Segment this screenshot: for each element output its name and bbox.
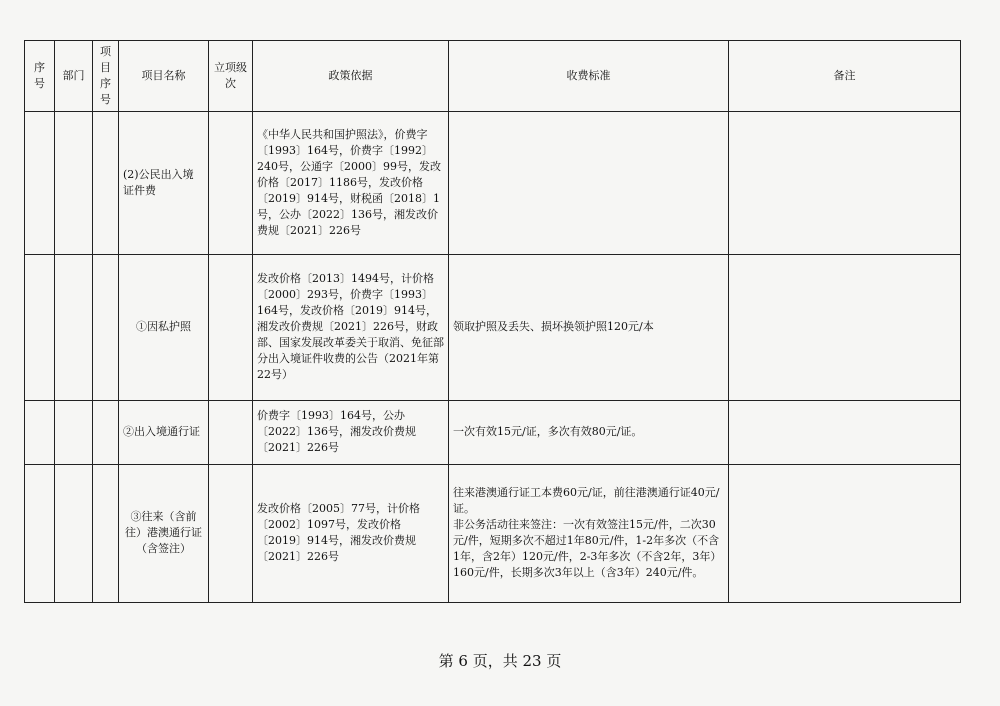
cell-dept <box>55 111 93 254</box>
cell-dept <box>55 254 93 400</box>
cell-standard: 一次有效15元/证，多次有效80元/证。 <box>449 400 729 464</box>
header-basis: 政策依据 <box>253 41 449 112</box>
header-dept: 部门 <box>55 41 93 112</box>
table-row <box>25 254 961 400</box>
cell-remarks <box>729 464 961 602</box>
header-seq: 序号 <box>25 41 55 112</box>
cell-item-name: (2)公民出入境证件费 <box>119 111 209 254</box>
cell-dept <box>55 464 93 602</box>
header-item-seq: 项目序号 <box>93 41 119 112</box>
table-row <box>25 464 961 602</box>
table-header-row <box>25 41 961 112</box>
cell-item-seq <box>93 111 119 254</box>
cell-item-seq <box>93 464 119 602</box>
cell-basis: 发改价格〔2013〕1494号，计价格〔2000〕293号，价费字〔1993〕164号，发改价格〔2019〕914号，湘发改价费规〔2021〕226号，财政部、国家发展改革委关于取消、免征部分出入境证件收费的公告（2021年第22号） <box>253 254 449 400</box>
cell-item-seq <box>93 254 119 400</box>
cell-level <box>209 111 253 254</box>
cell-remarks <box>729 254 961 400</box>
cell-item-name: ①因私护照 <box>119 254 209 400</box>
cell-standard <box>449 111 729 254</box>
header-standard: 收费标准 <box>449 41 729 112</box>
cell-dept <box>55 400 93 464</box>
cell-basis: 价费字〔1993〕164号，公办〔2022〕136号，湘发改价费规〔2021〕226号 <box>253 400 449 464</box>
page-number-footer: 第 6 页，共 23 页 <box>438 652 562 670</box>
header-level: 立项级次 <box>209 41 253 112</box>
cell-remarks <box>729 111 961 254</box>
header-item-name: 项目名称 <box>119 41 209 112</box>
cell-seq <box>25 111 55 254</box>
cell-item-seq <box>93 400 119 464</box>
fee-table <box>24 40 961 603</box>
header-remarks: 备注 <box>729 41 961 112</box>
table-row <box>25 111 961 254</box>
cell-basis: 《中华人民共和国护照法》，价费字〔1993〕164号，价费字〔1992〕240号，公通字〔2000〕99号，发改价格〔2017〕1186号，发改价格〔2019〕914号，财税函〔2018〕1号，公办〔2022〕136号，湘发改价费规〔2021〕226号 <box>253 111 449 254</box>
cell-seq <box>25 400 55 464</box>
cell-remarks <box>729 400 961 464</box>
cell-item-name: ②出入境通行证 <box>119 400 209 464</box>
cell-level <box>209 464 253 602</box>
cell-standard: 领取护照及丢失、损坏换领护照120元/本 <box>449 254 729 400</box>
cell-standard: 往来港澳通行证工本费60元/证，前往港澳通行证40元/证。 非公务活动往来签注：一次有效签注15元/件，二次30元/件，短期多次不超过1年80元/件，1-2年多次（不含1年，含2年）120元/件，2-3年多次（不含2年，3年）160元/件，长期多次3年以上（含3年）240元/件。 <box>449 464 729 602</box>
cell-seq <box>25 464 55 602</box>
cell-level <box>209 400 253 464</box>
cell-level <box>209 254 253 400</box>
cell-seq <box>25 254 55 400</box>
table-row <box>25 400 961 464</box>
cell-item-name: ③往来（含前往）港澳通行证（含签注） <box>119 464 209 602</box>
cell-basis: 发改价格〔2005〕77号，计价格〔2002〕1097号，发改价格〔2019〕914号，湘发改价费规〔2021〕226号 <box>253 464 449 602</box>
